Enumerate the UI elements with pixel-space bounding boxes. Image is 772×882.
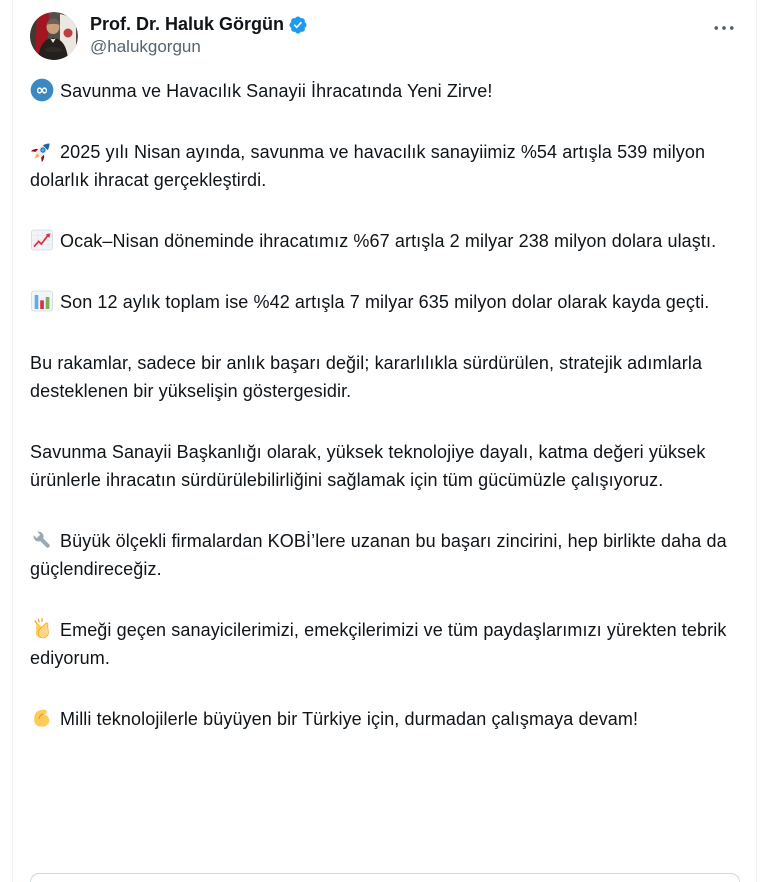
tweet-paragraph (30, 438, 742, 494)
paragraph-text: Bu rakamlar, sadece bir anlık başarı değil; kararlılıkla sürdürülen, stratejik adımlarla desteklenen bir yükselişin göstergesidir. (30, 353, 703, 401)
name-block (90, 12, 741, 58)
paragraph-text: Emeği geçen sanayicilerimizi, emekçilerimizi ve tüm paydaşlarımızı yürekten tebrik ediyorum. (30, 620, 727, 668)
tweet-paragraph (30, 77, 742, 105)
verified-badge-icon (288, 15, 308, 35)
infinity-emoji-icon (30, 78, 54, 102)
media-card-edge[interactable] (30, 873, 740, 882)
tweet-paragraph (30, 527, 742, 583)
tweet-paragraph (30, 227, 742, 255)
wrench-emoji-icon (30, 528, 54, 552)
tweet-paragraph (30, 705, 742, 733)
chart-increasing-emoji-icon (30, 228, 54, 252)
clapping-hands-emoji-icon (30, 617, 54, 641)
tweet-paragraph (30, 616, 742, 672)
paragraph-text: Son 12 aylık toplam ise %42 artışla 7 milyar 635 milyon dolar olarak kayda geçti. (60, 292, 710, 312)
rocket-emoji-icon (30, 139, 54, 163)
tweet-card (12, 0, 757, 882)
tweet-paragraph (30, 349, 742, 405)
svg-text:∞: ∞ (35, 81, 49, 99)
bar-chart-emoji-icon (30, 289, 54, 313)
more-button[interactable] (711, 15, 737, 41)
tweet-header (30, 12, 741, 60)
tweet-paragraph (30, 288, 742, 316)
more-dots-icon (713, 17, 735, 39)
paragraph-text: Milli teknolojilerle büyüyen bir Türkiye için, durmadan çalışmaya devam! (60, 709, 639, 729)
tweet-paragraph (30, 138, 742, 194)
avatar[interactable] (30, 12, 78, 60)
flexed-biceps-emoji-icon (30, 706, 54, 730)
tweet-text (30, 77, 742, 733)
paragraph-text: 2025 yılı Nisan ayında, savunma ve havacılık sanayiimiz %54 artışla 539 milyon dolarlık ihracat gerçekleştirdi. (30, 142, 706, 190)
paragraph-text: Savunma ve Havacılık Sanayii İhracatında Yeni Zirve! (60, 81, 493, 101)
paragraph-text: Ocak–Nisan döneminde ihracatımız %67 artışla 2 milyar 238 milyon dolara ulaştı. (60, 231, 717, 251)
paragraph-text: Savunma Sanayii Başkanlığı olarak, yüksek teknolojiye dayalı, katma değeri yüksek ürünlerle ihracatın sürdürülebilirliğini sağlamak için tüm gücümüzle çalışıyoruz. (30, 442, 706, 490)
user-handle[interactable]: @halukgorgun (90, 37, 201, 56)
avatar-photo (30, 12, 78, 60)
display-name[interactable]: Prof. Dr. Haluk Görgün (90, 14, 285, 34)
paragraph-text: Büyük ölçekli firmalardan KOBİ’lere uzanan bu başarı zincirini, hep birlikte daha da güçlendireceğiz. (30, 531, 727, 579)
